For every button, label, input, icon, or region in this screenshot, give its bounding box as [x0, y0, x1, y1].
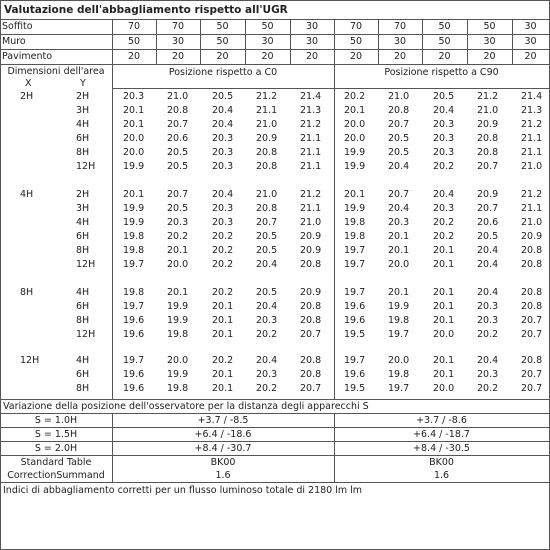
ugr-value-c90: 20.1	[433, 287, 455, 298]
ugr-value-c0: 20.0	[123, 147, 145, 158]
ugr-value-c0: 20.5	[167, 147, 189, 158]
reflectance-value: 20	[171, 51, 185, 62]
ugr-value-c0: 19.6	[123, 369, 145, 380]
ugr-value-c90: 20.8	[477, 133, 499, 144]
reflectance-value: 50	[483, 21, 496, 32]
ugr-value-c90: 19.7	[388, 329, 410, 340]
ugr-value-c0: 20.1	[212, 329, 234, 340]
ugr-value-c90: 21.1	[521, 203, 543, 214]
ugr-value-c90: 20.4	[433, 189, 455, 200]
reflectance-col-line	[290, 19, 291, 64]
reflectance-value: 30	[483, 36, 496, 47]
reflectance-value: 30	[524, 21, 537, 32]
area-y: 12H	[76, 259, 96, 270]
ugr-value-c90: 20.8	[521, 259, 543, 270]
ugr-value-c90: 20.3	[477, 315, 499, 326]
variation-label: S = 1.0H	[34, 415, 78, 426]
ugr-value-c90: 21.0	[477, 105, 499, 116]
ugr-value-c90: 19.8	[388, 369, 410, 380]
correction-summand-c0: 1.6	[215, 470, 231, 481]
ugr-value-c90: 20.0	[388, 259, 410, 270]
reflectance-value: 20	[216, 51, 229, 62]
area-y: 4H	[76, 217, 90, 228]
ugr-value-c90: 20.7	[521, 369, 543, 380]
ugr-value-c90: 20.3	[433, 119, 455, 130]
ugr-value-c0: 20.1	[167, 245, 189, 256]
reflectance-label-1: Muro	[2, 36, 26, 47]
ugr-value-c90: 20.4	[477, 287, 499, 298]
ugr-value-c90: 19.8	[344, 231, 366, 242]
ugr-value-c0: 20.5	[256, 231, 278, 242]
area-y: 12H	[76, 161, 96, 172]
ugr-value-c90: 20.3	[388, 217, 410, 228]
ugr-value-c0: 20.0	[167, 259, 189, 270]
ugr-value-c90: 20.4	[388, 161, 410, 172]
ugr-value-c90: 20.8	[521, 301, 543, 312]
ugr-value-c0: 20.8	[300, 369, 322, 380]
variation-header-divider	[0, 413, 549, 414]
ugr-value-c0: 19.7	[123, 301, 145, 312]
reflectance-col-line	[467, 19, 468, 64]
reflectance-value: 20	[483, 51, 496, 62]
ugr-value-c90: 19.9	[388, 301, 410, 312]
area-y: 8H	[76, 383, 90, 394]
area-x-12H: 12H	[20, 355, 40, 366]
reflectance-col-line	[378, 19, 379, 64]
ugr-value-c90: 20.2	[433, 217, 455, 228]
ugr-value-c90: 19.8	[388, 315, 410, 326]
reflectance-value: 20	[393, 51, 407, 62]
ugr-value-c90: 20.7	[521, 329, 543, 340]
ugr-value-c90: 21.0	[388, 91, 410, 102]
area-y: 8H	[76, 315, 90, 326]
reflectance-col-line	[422, 19, 423, 64]
ugr-value-c0: 19.6	[123, 383, 145, 394]
ugr-value-c0: 20.4	[256, 301, 278, 312]
ugr-value-c0: 20.9	[300, 245, 322, 256]
ugr-value-c0: 20.6	[167, 133, 189, 144]
ugr-value-c0: 20.2	[167, 231, 189, 242]
body-bottom-divider	[0, 399, 549, 400]
ugr-value-c0: 19.6	[123, 315, 145, 326]
ugr-value-c0: 20.1	[212, 315, 234, 326]
ugr-value-c0: 21.0	[167, 91, 189, 102]
ugr-value-c90: 20.0	[433, 383, 455, 394]
ugr-value-c0: 21.1	[256, 105, 278, 116]
variation-label: S = 1.5H	[34, 429, 78, 440]
ugr-value-c90: 20.1	[433, 259, 455, 270]
ugr-value-c0: 20.2	[256, 329, 278, 340]
ugr-value-c90: 20.2	[477, 329, 499, 340]
correction-summand-label: CorrectionSummand	[7, 470, 105, 481]
ugr-value-c0: 21.0	[256, 189, 278, 200]
variation-c0: +6.4 / -18.6	[194, 429, 252, 440]
ugr-value-c90: 20.8	[521, 245, 543, 256]
reflectance-value: 70	[349, 21, 363, 32]
ugr-value-c0: 19.7	[123, 259, 145, 270]
ugr-value-c0: 20.9	[300, 231, 322, 242]
ugr-value-c0: 20.8	[300, 301, 322, 312]
ugr-value-c90: 20.7	[388, 189, 410, 200]
reflectance-value: 70	[127, 21, 141, 32]
ugr-value-c0: 20.9	[256, 133, 278, 144]
area-y: 8H	[76, 245, 90, 256]
ugr-value-c90: 20.1	[433, 301, 455, 312]
reflectance-value: 50	[127, 36, 141, 47]
area-y: 12H	[76, 329, 96, 340]
reflectance-value: 30	[393, 36, 407, 47]
ugr-value-c0: 20.1	[212, 383, 234, 394]
reflectance-value: 70	[171, 21, 185, 32]
ugr-value-c0: 20.4	[212, 119, 234, 130]
reflectance-value: 30	[524, 36, 537, 47]
ugr-value-c0: 21.0	[256, 119, 278, 130]
ugr-value-c0: 21.1	[300, 203, 322, 214]
ugr-value-c0: 20.0	[167, 355, 189, 366]
reflectance-row-divider	[0, 64, 549, 65]
ugr-value-c90: 20.8	[521, 287, 543, 298]
ugr-value-c0: 20.1	[123, 119, 145, 130]
ugr-value-c90: 19.7	[388, 383, 410, 394]
reflectance-value: 20	[305, 51, 319, 62]
ugr-value-c90: 20.2	[477, 383, 499, 394]
ugr-value-c90: 20.8	[521, 355, 543, 366]
variation-c0: +3.7 / -8.5	[197, 415, 249, 426]
correction-summand-c90: 1.6	[433, 470, 450, 481]
ugr-value-c90: 19.7	[344, 355, 366, 366]
ugr-value-c0: 20.8	[300, 259, 322, 270]
ugr-value-c0: 20.3	[212, 217, 234, 228]
ugr-value-c90: 20.2	[433, 161, 455, 172]
reflectance-value: 50	[261, 21, 274, 32]
variation-label: S = 2.0H	[34, 443, 78, 454]
ugr-value-c0: 19.8	[123, 231, 145, 242]
y-label: Y	[80, 78, 86, 89]
page-title: Valutazione dell'abbagliamento rispetto all'UGR	[4, 4, 288, 16]
ugr-value-c0: 20.1	[212, 369, 234, 380]
variation-row-divider	[0, 441, 549, 442]
ugr-value-c0: 20.0	[123, 133, 145, 144]
ugr-value-c0: 20.1	[123, 189, 145, 200]
ugr-value-c90: 19.6	[344, 369, 366, 380]
ugr-value-c0: 20.3	[256, 315, 278, 326]
ugr-value-c90: 20.1	[433, 355, 455, 366]
ugr-value-c0: 19.9	[167, 369, 189, 380]
ugr-value-c0: 20.3	[212, 147, 234, 158]
ugr-value-c0: 20.7	[300, 329, 322, 340]
ugr-value-c90: 20.3	[433, 203, 455, 214]
ugr-value-c90: 19.7	[344, 245, 366, 256]
ugr-value-c0: 20.5	[256, 287, 278, 298]
ugr-value-c90: 20.7	[521, 315, 543, 326]
ugr-value-c0: 20.4	[212, 189, 234, 200]
area-x-8H: 8H	[20, 287, 34, 298]
ugr-value-c90: 20.9	[477, 119, 499, 130]
reflectance-value: 70	[393, 21, 407, 32]
ugr-value-c90: 19.8	[344, 217, 366, 228]
ugr-value-c0: 20.7	[300, 383, 322, 394]
ugr-value-c0: 21.1	[300, 161, 322, 172]
area-y: 6H	[76, 231, 90, 242]
ugr-value-c90: 20.0	[344, 133, 366, 144]
variation-row-divider	[0, 427, 549, 428]
ugr-value-c0: 20.8	[256, 161, 278, 172]
ugr-value-c0: 20.8	[300, 315, 322, 326]
ugr-value-c0: 19.8	[167, 329, 189, 340]
area-y: 6H	[76, 133, 90, 144]
variation-c90: +6.4 / -18.7	[413, 429, 470, 440]
ugr-value-c0: 21.0	[300, 217, 322, 228]
footer-note: Indici di abbagliamento corretti per un flusso luminoso totale di 2180 lm lm	[3, 485, 363, 496]
reflectance-value: 50	[216, 36, 229, 47]
variation-header: Variazione della posizione dell'osservatore per la distanza degli apparecchi S	[3, 401, 369, 412]
ugr-value-c0: 20.5	[256, 245, 278, 256]
area-y: 8H	[76, 147, 90, 158]
ugr-value-c90: 20.1	[388, 245, 410, 256]
ugr-value-c0: 20.5	[212, 91, 234, 102]
ugr-value-c90: 21.1	[521, 147, 543, 158]
variation-c90: +3.7 / -8.6	[416, 415, 467, 426]
ugr-value-c90: 20.5	[388, 147, 410, 158]
ugr-value-c90: 21.1	[521, 133, 543, 144]
ugr-value-c90: 19.9	[344, 161, 366, 172]
ugr-value-c90: 20.7	[388, 119, 410, 130]
ugr-value-c0: 19.8	[167, 383, 189, 394]
ugr-value-c0: 20.2	[212, 231, 234, 242]
ugr-value-c0: 21.1	[300, 133, 322, 144]
ugr-value-c0: 20.2	[212, 259, 234, 270]
reflectance-value: 30	[305, 36, 319, 47]
standard-table-c0: BK00	[210, 457, 236, 468]
standard-table-c90: BK00	[429, 457, 454, 468]
ugr-value-c90: 19.7	[344, 259, 366, 270]
ugr-value-c90: 20.4	[388, 203, 410, 214]
variation-row-divider	[0, 455, 549, 456]
reflectance-col-line	[245, 19, 246, 64]
ugr-value-c90: 20.3	[433, 133, 455, 144]
ugr-value-c0: 20.3	[212, 133, 234, 144]
reflectance-value: 30	[171, 36, 185, 47]
ugr-value-c0: 20.7	[256, 217, 278, 228]
area-y: 2H	[76, 189, 90, 200]
ugr-value-c0: 19.9	[123, 203, 145, 214]
c90-header: Posizione rispetto a C90	[384, 67, 499, 78]
ugr-value-c90: 19.9	[344, 203, 366, 214]
ugr-value-c0: 20.3	[123, 91, 145, 102]
ugr-value-c90: 20.0	[344, 119, 366, 130]
ugr-value-c90: 21.2	[521, 189, 543, 200]
reflectance-value: 20	[127, 51, 141, 62]
ugr-value-c90: 20.7	[477, 203, 499, 214]
ugr-value-c0: 20.3	[212, 161, 234, 172]
reflectance-col-line	[512, 19, 513, 64]
ugr-value-c0: 20.2	[212, 355, 234, 366]
ugr-value-c0: 20.1	[167, 287, 189, 298]
ugr-value-c90: 19.9	[344, 147, 366, 158]
ugr-value-c90: 20.8	[477, 147, 499, 158]
ugr-value-c0: 20.1	[123, 105, 145, 116]
ugr-value-c90: 20.3	[477, 301, 499, 312]
ugr-value-c0: 19.9	[123, 217, 145, 228]
area-x-2H: 2H	[20, 91, 34, 102]
ugr-value-c90: 20.3	[477, 369, 499, 380]
ugr-value-c0: 21.4	[300, 91, 322, 102]
ugr-value-c90: 20.4	[477, 355, 499, 366]
ugr-value-c0: 20.4	[256, 259, 278, 270]
ugr-value-c0: 21.2	[300, 119, 322, 130]
ugr-value-c90: 20.2	[433, 231, 455, 242]
ugr-value-c90: 19.6	[344, 315, 366, 326]
ugr-value-c0: 20.5	[167, 203, 189, 214]
reflectance-col-line	[334, 19, 335, 64]
ugr-value-c90: 20.7	[521, 383, 543, 394]
ugr-value-c0: 20.8	[167, 105, 189, 116]
reflectance-col-line	[112, 19, 113, 64]
ugr-value-c90: 20.4	[433, 105, 455, 116]
reflectance-value: 30	[261, 36, 274, 47]
ugr-value-c90: 19.6	[344, 301, 366, 312]
ugr-value-c90: 20.5	[477, 231, 499, 242]
ugr-value-c90: 20.7	[477, 161, 499, 172]
ugr-value-c90: 20.1	[388, 231, 410, 242]
ugr-value-c90: 20.0	[433, 329, 455, 340]
ugr-value-c90: 20.2	[344, 91, 366, 102]
variation-c0: +8.4 / -30.7	[194, 443, 252, 454]
ugr-value-c0: 21.1	[300, 147, 322, 158]
reflectance-value: 50	[438, 36, 451, 47]
area-x-4H: 4H	[20, 189, 34, 200]
reflectance-value: 50	[349, 36, 363, 47]
area-y: 6H	[76, 369, 90, 380]
reflectance-value: 30	[305, 21, 319, 32]
reflectance-label-0: Soffito	[2, 21, 33, 32]
area-y: 3H	[76, 203, 90, 214]
ugr-value-c90: 19.7	[344, 287, 366, 298]
ugr-value-c0: 20.3	[212, 203, 234, 214]
ugr-value-c0: 20.2	[212, 287, 234, 298]
reflectance-value: 50	[438, 21, 451, 32]
ugr-value-c0: 21.2	[256, 91, 278, 102]
ugr-value-c0: 20.4	[256, 355, 278, 366]
ugr-value-c90: 20.1	[388, 287, 410, 298]
area-y: 2H	[76, 91, 90, 102]
ugr-value-c0: 21.3	[300, 105, 322, 116]
ugr-value-c90: 21.3	[521, 105, 543, 116]
ugr-value-c90: 19.5	[344, 329, 366, 340]
ugr-value-c90: 20.1	[433, 245, 455, 256]
ugr-value-c0: 20.3	[167, 217, 189, 228]
ugr-value-c90: 20.5	[388, 133, 410, 144]
ugr-value-c0: 20.2	[256, 383, 278, 394]
reflectance-value: 20	[261, 51, 274, 62]
reflectance-value: 20	[438, 51, 451, 62]
reflectance-col-line	[156, 19, 157, 64]
variation-c90: +8.4 / -30.5	[413, 443, 470, 454]
ugr-value-c90: 20.8	[388, 105, 410, 116]
ugr-value-c90: 20.4	[477, 245, 499, 256]
reflectance-label-2: Pavimento	[2, 51, 53, 62]
ugr-value-c90: 20.5	[433, 91, 455, 102]
ugr-value-c90: 21.2	[477, 91, 499, 102]
ugr-value-c0: 21.2	[300, 189, 322, 200]
ugr-value-c0: 19.6	[123, 329, 145, 340]
ugr-value-c0: 19.8	[123, 287, 145, 298]
ugr-value-c90: 20.6	[477, 217, 499, 228]
ugr-value-c90: 19.5	[344, 383, 366, 394]
ugr-value-c90: 21.0	[521, 217, 543, 228]
summand-divider	[0, 482, 549, 483]
ugr-value-c0: 20.3	[256, 369, 278, 380]
header-divider	[112, 88, 549, 89]
ugr-value-c90: 20.9	[477, 189, 499, 200]
ugr-value-c0: 20.1	[212, 301, 234, 312]
area-y: 6H	[76, 301, 90, 312]
ugr-value-c0: 20.2	[212, 245, 234, 256]
area-y: 4H	[76, 287, 90, 298]
ugr-value-c90: 20.1	[344, 105, 366, 116]
ugr-value-c0: 20.8	[300, 355, 322, 366]
ugr-value-c0: 20.5	[167, 161, 189, 172]
ugr-value-c0: 20.8	[256, 203, 278, 214]
reflectance-value: 20	[349, 51, 363, 62]
standard-table-label: Standard Table	[20, 457, 92, 468]
area-y: 4H	[76, 119, 90, 130]
ugr-value-c90: 20.3	[433, 147, 455, 158]
ugr-value-c90: 20.9	[521, 231, 543, 242]
reflectance-value: 20	[524, 51, 537, 62]
area-y: 3H	[76, 105, 90, 116]
ugr-value-c0: 19.7	[123, 355, 145, 366]
c0-c90-separator	[334, 64, 335, 399]
ugr-value-c90: 20.1	[433, 369, 455, 380]
ugr-value-c0: 20.9	[300, 287, 322, 298]
left-block-separator	[112, 64, 113, 399]
reflectance-value: 50	[216, 21, 229, 32]
ugr-value-c90: 21.2	[521, 119, 543, 130]
ugr-value-c0: 20.4	[212, 105, 234, 116]
reflectance-col-line	[200, 19, 201, 64]
ugr-value-c90: 21.0	[521, 161, 543, 172]
ugr-value-c0: 19.9	[167, 315, 189, 326]
area-y: 4H	[76, 355, 90, 366]
ugr-value-c0: 20.8	[256, 147, 278, 158]
ugr-value-c90: 21.4	[521, 91, 543, 102]
ugr-value-c90: 20.0	[388, 355, 410, 366]
ugr-value-c0: 20.7	[167, 189, 189, 200]
ugr-value-c0: 19.8	[123, 245, 145, 256]
area-header: Dimensioni dell'area	[7, 66, 105, 77]
c0-header: Posizione rispetto a C0	[168, 67, 278, 78]
x-label: X	[25, 78, 32, 89]
ugr-value-c90: 20.4	[477, 259, 499, 270]
ugr-value-c90: 20.1	[344, 189, 366, 200]
ugr-value-c0: 20.7	[167, 119, 189, 130]
ugr-value-c0: 19.9	[167, 301, 189, 312]
ugr-value-c0: 19.9	[123, 161, 145, 172]
ugr-value-c90: 20.1	[433, 315, 455, 326]
